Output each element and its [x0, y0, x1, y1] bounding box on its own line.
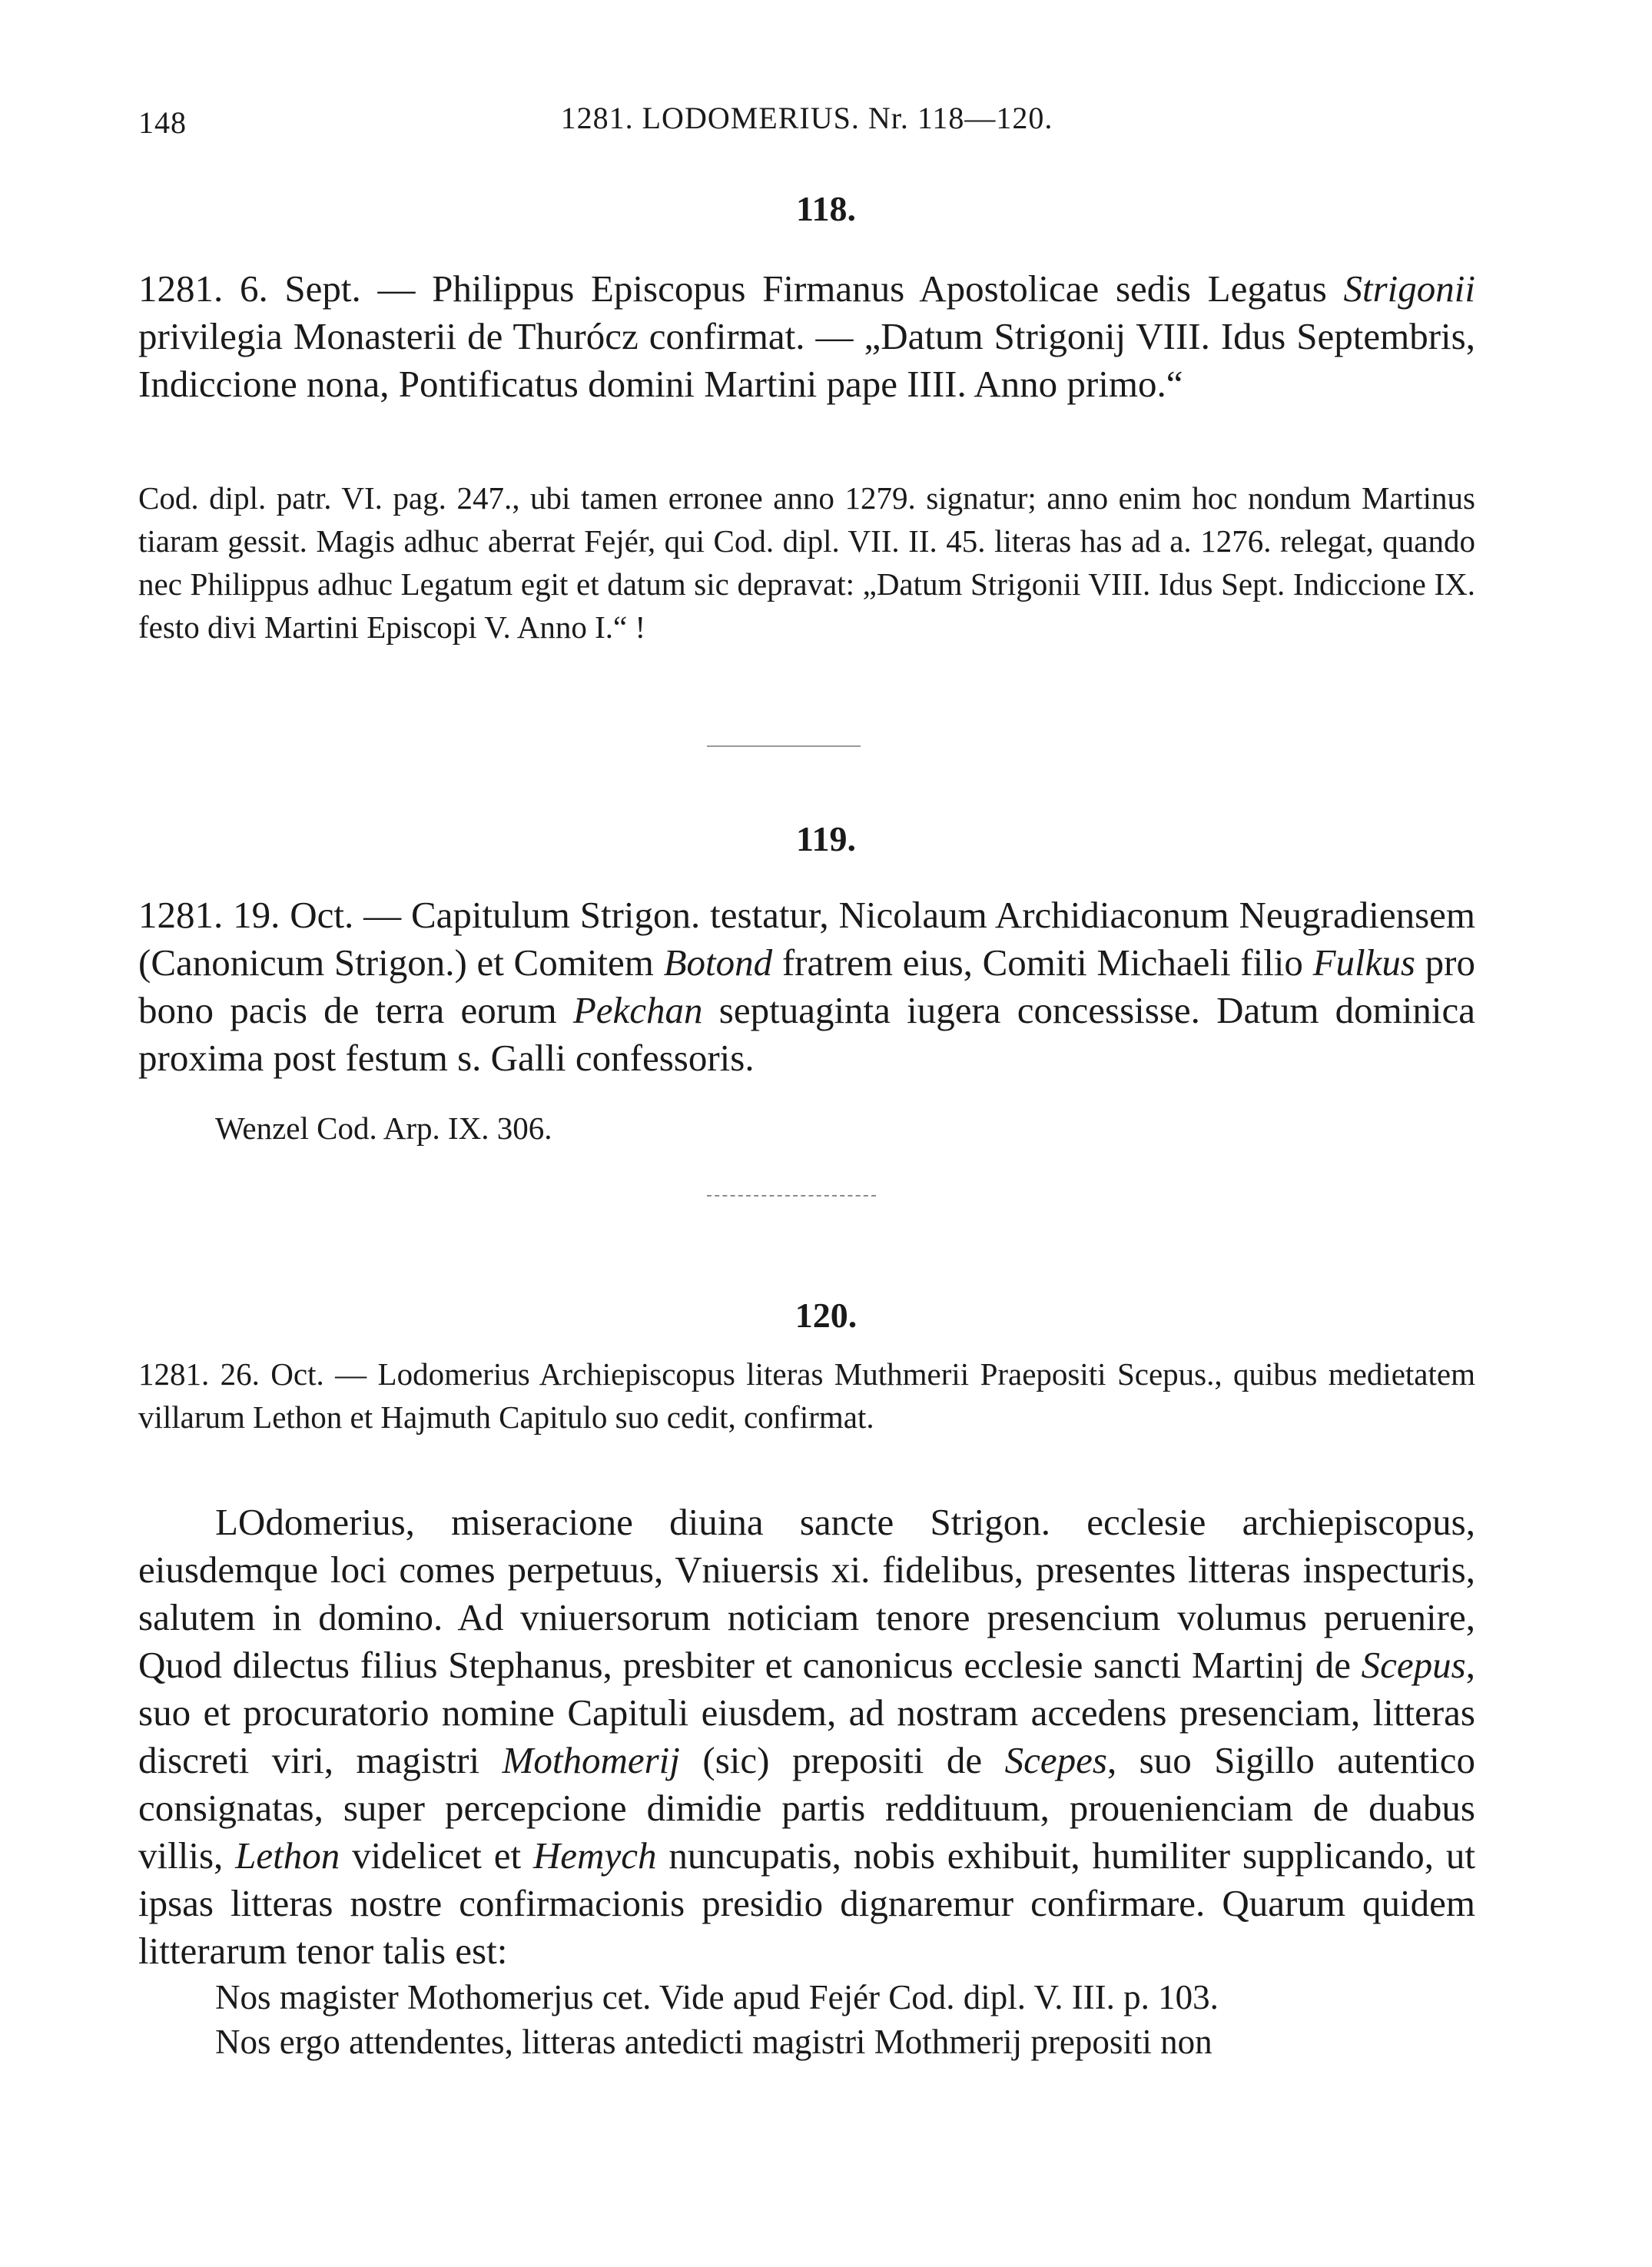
charter-text: (sic) prepositi de	[679, 1739, 1005, 1781]
person-name: Botond	[663, 941, 773, 984]
place-name: Strigonii	[1343, 267, 1475, 310]
entry-number-120: 120.	[794, 1296, 858, 1335]
page-header	[138, 100, 1475, 146]
place-name: Hemych	[532, 1834, 657, 1877]
regest-text: septuaginta iugera concessisse. Datum dominica proxima post festum s. Galli confessoris.	[138, 989, 1475, 1079]
entry-119-regest	[138, 891, 1475, 1082]
entry-118-regest	[138, 265, 1475, 408]
page-number: 148	[138, 105, 187, 140]
entry-118-note	[138, 476, 1475, 649]
place-name: Scepes	[1004, 1739, 1107, 1781]
person-name: Fulkus	[1312, 941, 1415, 984]
place-name: Scepus	[1361, 1644, 1466, 1686]
regest-text: privilegia Monasterii de Thurócz confirmat. — „Datum Strigonij VIII. Idus Septembris, Indiccione nona, Pontificatus domini Martini pape IIII. Anno primo.“	[138, 315, 1475, 405]
charter-text: Nos ergo attendentes, litteras antedicti magistri Mothmerij prepositi non	[215, 2023, 1212, 2061]
regest-text: 1281. 19. Oct. — Capitulum Strigon. testatur, Nicolaum Archidiaconum Neugradiensem (Canonicum Strigon.) et Comitem	[138, 894, 1475, 984]
person-name: Mothomerij	[502, 1739, 680, 1781]
regest-text: pro bono pacis de terra eorum	[138, 941, 1475, 1031]
entry-number-118: 118.	[796, 189, 856, 228]
running-head: 1281. LODOMERIUS. Nr. 118—120.	[560, 101, 1053, 135]
regest-text: fratrem eius, Comiti Michaeli filio	[772, 941, 1313, 984]
charter-text: , suo Sigillo autentico consignatas, super percepcione dimidie partis reddituum, prouenienciam de duabus villis,	[138, 1739, 1475, 1877]
charter-text: , suo et procuratorio nomine Capituli eiusdem, ad nostram accedens presenciam, litteras discreti viri, magistri	[138, 1644, 1475, 1781]
entry-120-regest	[138, 1353, 1475, 1439]
charter-text: LOdomerius, miseracione diuina sancte Strigon. ecclesie archiepiscopus, eiusdemque loci comes perpetuus, Vniuersis xi. fidelibus, presentes litteras inspecturis, salutem in domino. Ad vniuersorum noticiam tenore presencium volumus peruenire, Quod dilectus filius Stephanus, presbiter et canonicus ecclesie sancti Martinj de	[138, 1501, 1475, 1686]
regest-text: 1281. 6. Sept. — Philippus Episcopus Firmanus Apostolicae sedis Legatus	[138, 267, 1344, 310]
entry-119-note	[138, 1107, 1475, 1150]
regest-text: 1281. 26. Oct. — Lodomerius Archiepiscopus literas Muthmerii Praepositi Scepus., quibus medietatem villarum Lethon et Hajmuth Capitulo suo cedit, confirmat.	[138, 1356, 1475, 1435]
charter-text: nuncupatis, nobis exhibuit, humiliter supplicando, ut ipsas litteras nostre confirmacionis presidio dignaremur confirmare. Quarum quidem litterarum tenor talis est:	[138, 1834, 1475, 1972]
citation: Nos magister Mothomerjus cet. Vide apud Fejér Cod. dipl. V. III. p. 103.	[215, 1978, 1219, 2016]
section-divider	[707, 745, 861, 747]
place-name: Pekchan	[572, 989, 703, 1031]
entry-number-119: 119.	[796, 819, 856, 858]
place-name: Lethon	[235, 1834, 340, 1877]
source-note: Cod. dipl. patr. VI. pag. 247., ubi tamen erronee anno 1279. signatur; anno enim hoc nondum Martinus tiaram gessit. Magis adhuc aberrat Fejér, qui Cod. dipl. VII. II. 45. literas has ad a. 1276. relegat, quando nec Philippus adhuc Legatum egit et datum sic depravat: „Datum Strigonii VIII. Idus Sept. Indiccione IX. festo divi Martini Episcopi V. Anno I.“ !	[138, 480, 1475, 645]
source-note: Wenzel Cod. Arp. IX. 306.	[215, 1110, 552, 1146]
section-divider	[707, 1195, 876, 1197]
charter-text: videlicet et	[340, 1834, 533, 1877]
entry-120-charter-text	[138, 1499, 1475, 2064]
